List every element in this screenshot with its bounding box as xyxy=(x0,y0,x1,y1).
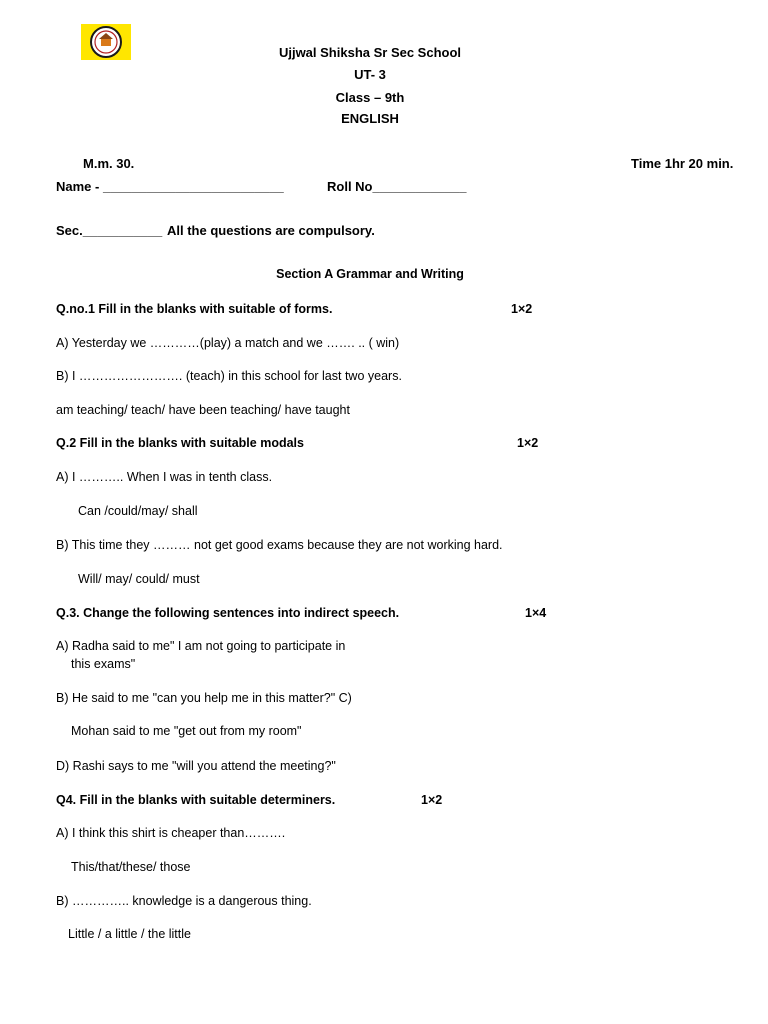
question-4-part-b: B) ………….. knowledge is a dangerous thing. xyxy=(56,894,312,908)
instruction: All the questions are compulsory. xyxy=(167,223,375,238)
question-1-part-a: A) Yesterday we …………(play) a match and we ……. .. ( win) xyxy=(56,336,400,350)
test-name: UT- 3 xyxy=(354,67,386,82)
question-2-part-a: A) I ……….. When I was in tenth class. xyxy=(56,470,273,484)
question-3-title: Q.3. Change the following sentences into indirect speech. xyxy=(56,606,400,620)
class-name: Class – 9th xyxy=(335,90,405,105)
name-field: Name - _________________________ xyxy=(56,179,284,194)
question-3-part-a-line-1: A) Radha said to me" I am not going to participate in xyxy=(56,639,346,653)
question-2-part-b: B) This time they ……… not get good exams because they are not working hard. xyxy=(56,538,503,552)
roll-no-field: Roll No_____________ xyxy=(327,179,467,194)
question-4-marks: 1×2 xyxy=(421,793,443,807)
question-4-part-a-options: This/that/these/ those xyxy=(71,860,191,874)
question-3-part-d: D) Rashi says to me "will you attend the meeting?" xyxy=(56,759,336,773)
time-allowed: Time 1hr 20 min. xyxy=(631,156,734,171)
question-3-marks: 1×4 xyxy=(525,606,547,620)
school-name: Ujjwal Shiksha Sr Sec School xyxy=(278,45,462,60)
question-2-title: Q.2 Fill in the blanks with suitable modals xyxy=(56,436,304,450)
max-marks: M.m. 30. xyxy=(83,156,135,171)
section-field: Sec.___________ xyxy=(56,223,163,238)
question-3-part-a-line-2: this exams" xyxy=(71,657,136,671)
question-1-options: am teaching/ teach/ have been teaching/ have taught xyxy=(56,403,350,417)
question-4-title: Q4. Fill in the blanks with suitable determiners. xyxy=(56,793,336,807)
question-1-marks: 1×2 xyxy=(511,302,533,316)
question-2-marks: 1×2 xyxy=(517,436,539,450)
question-3-part-b: B) He said to me "can you help me in this matter?" C) xyxy=(56,691,352,705)
question-2-part-b-options: Will/ may/ could/ must xyxy=(78,572,200,586)
question-2-part-a-options: Can /could/may/ shall xyxy=(78,504,198,518)
section-title: Section A Grammar and Writing xyxy=(276,267,464,281)
subject-name: ENGLISH xyxy=(341,111,399,126)
question-4-part-a: A) I think this shirt is cheaper than………. xyxy=(56,826,286,840)
question-3-part-c: Mohan said to me "get out from my room" xyxy=(71,724,302,738)
question-1-part-b: B) I ……………………. (teach) in this school for last two years. xyxy=(56,369,402,383)
question-4-part-b-options: Little / a little / the little xyxy=(68,927,191,941)
question-1-title: Q.no.1 Fill in the blanks with suitable of forms. xyxy=(56,302,333,316)
